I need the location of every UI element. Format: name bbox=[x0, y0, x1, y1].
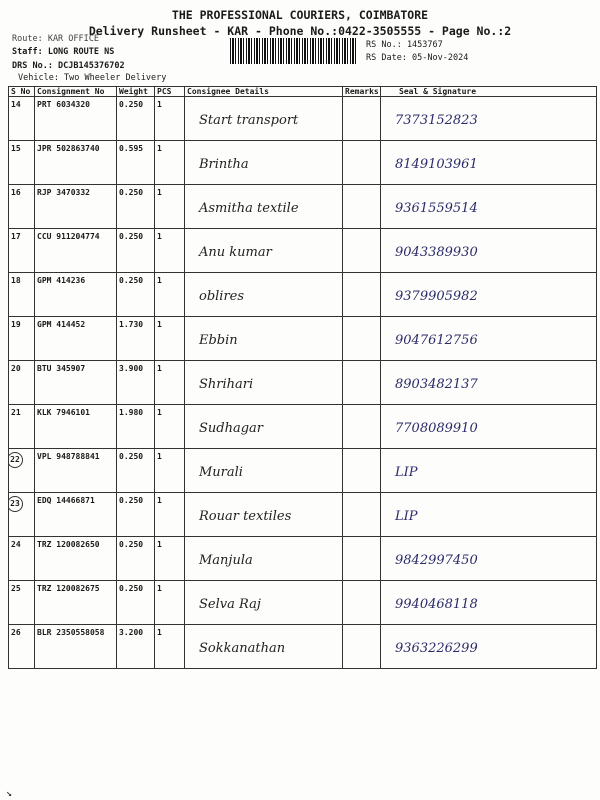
consignee-cell: Sokkanathan bbox=[185, 625, 343, 669]
runsheet-table bbox=[8, 86, 597, 669]
table-row bbox=[9, 493, 597, 537]
sno-cell: 15 bbox=[9, 141, 35, 185]
consignee-cell: Rouar textiles bbox=[185, 493, 343, 537]
signature-cell: 7708089910 bbox=[381, 405, 597, 449]
signature-cell: 9363226299 bbox=[381, 625, 597, 669]
sno-cell: 14 bbox=[9, 97, 35, 141]
col-pcs: PCS bbox=[155, 87, 185, 97]
pcs-cell: 1 bbox=[155, 317, 185, 361]
remarks-cell bbox=[343, 317, 381, 361]
sno-cell: 16 bbox=[9, 185, 35, 229]
signature-cell: LIP bbox=[381, 449, 597, 493]
table-row bbox=[9, 537, 597, 581]
signature-cell: 9379905982 bbox=[381, 273, 597, 317]
pcs-cell: 1 bbox=[155, 405, 185, 449]
weight-cell: 0.250 bbox=[117, 493, 155, 537]
signature-cell: 9842997450 bbox=[381, 537, 597, 581]
table-row bbox=[9, 405, 597, 449]
table-header-row bbox=[9, 87, 597, 97]
signature-cell: 9361559514 bbox=[381, 185, 597, 229]
pcs-cell: 1 bbox=[155, 141, 185, 185]
consignment-cell: EDQ 14466871 bbox=[35, 493, 117, 537]
table-row bbox=[9, 97, 597, 141]
pcs-cell: 1 bbox=[155, 493, 185, 537]
sno-cell: 17 bbox=[9, 229, 35, 273]
sno-cell: 18 bbox=[9, 273, 35, 317]
table-row bbox=[9, 449, 597, 493]
consignment-cell: BTU 345907 bbox=[35, 361, 117, 405]
consignee-cell: Manjula bbox=[185, 537, 343, 581]
signature-cell: 9047612756 bbox=[381, 317, 597, 361]
col-consignee: Consignee Details bbox=[185, 87, 343, 97]
consignment-cell: RJP 3470332 bbox=[35, 185, 117, 229]
pcs-cell: 1 bbox=[155, 625, 185, 669]
consignment-cell: BLR 2350558058 bbox=[35, 625, 117, 669]
consignee-cell: Murali bbox=[185, 449, 343, 493]
consignee-cell: oblires bbox=[185, 273, 343, 317]
consignment-cell: TRZ 120082675 bbox=[35, 581, 117, 625]
pcs-cell: 1 bbox=[155, 273, 185, 317]
pcs-cell: 1 bbox=[155, 229, 185, 273]
sno-cell: 20 bbox=[9, 361, 35, 405]
sno-cell bbox=[9, 493, 35, 537]
consignee-cell: Sudhagar bbox=[185, 405, 343, 449]
consignment-cell: JPR 502863740 bbox=[35, 141, 117, 185]
consignee-cell: Shrihari bbox=[185, 361, 343, 405]
remarks-cell bbox=[343, 625, 381, 669]
company-title: THE PROFESSIONAL COURIERS, COIMBATORE bbox=[171, 8, 429, 22]
signature-cell: 9043389930 bbox=[381, 229, 597, 273]
rs-date: RS Date: 05-Nov-2024 bbox=[366, 53, 469, 63]
col-signature: Seal & Signature bbox=[381, 87, 597, 97]
weight-cell: 0.250 bbox=[117, 97, 155, 141]
pcs-cell: 1 bbox=[155, 97, 185, 141]
table-row bbox=[9, 229, 597, 273]
signature-cell: 8149103961 bbox=[381, 141, 597, 185]
remarks-cell bbox=[343, 449, 381, 493]
weight-cell: 0.250 bbox=[117, 273, 155, 317]
remarks-cell bbox=[343, 493, 381, 537]
weight-cell: 0.250 bbox=[117, 449, 155, 493]
consignment-cell: GPM 414452 bbox=[35, 317, 117, 361]
pcs-cell: 1 bbox=[155, 449, 185, 493]
signature-cell: 9940468118 bbox=[381, 581, 597, 625]
staff-label: Staff: LONG ROUTE NS bbox=[12, 47, 115, 57]
weight-cell: 0.250 bbox=[117, 537, 155, 581]
circled-sno: 23 bbox=[9, 496, 24, 512]
col-remarks: Remarks bbox=[343, 87, 381, 97]
runsheet-subtitle: Delivery Runsheet - KAR - Phone No.:0422-3505555 - Page No.:2 bbox=[88, 24, 512, 38]
sno-cell: 25 bbox=[9, 581, 35, 625]
drs-number: DRS No.: DCJB145376702 bbox=[12, 61, 125, 71]
pcs-cell: 1 bbox=[155, 581, 185, 625]
table-row bbox=[9, 185, 597, 229]
consignee-cell: Ebbin bbox=[185, 317, 343, 361]
pcs-cell: 1 bbox=[155, 361, 185, 405]
weight-cell: 0.250 bbox=[117, 229, 155, 273]
table-row bbox=[9, 625, 597, 669]
pcs-cell: 1 bbox=[155, 537, 185, 581]
table-row bbox=[9, 141, 597, 185]
col-consignment: Consignment No bbox=[35, 87, 117, 97]
consignment-cell: KLK 7946101 bbox=[35, 405, 117, 449]
remarks-cell bbox=[343, 141, 381, 185]
table-row bbox=[9, 317, 597, 361]
remarks-cell bbox=[343, 361, 381, 405]
rs-number: RS No.: 1453767 bbox=[366, 40, 443, 50]
consignee-cell: Brintha bbox=[185, 141, 343, 185]
col-sno: S No bbox=[9, 87, 35, 97]
remarks-cell bbox=[343, 185, 381, 229]
corner-mark: ↘ bbox=[6, 788, 13, 799]
weight-cell: 0.250 bbox=[117, 185, 155, 229]
weight-cell: 0.595 bbox=[117, 141, 155, 185]
consignee-cell: Selva Raj bbox=[185, 581, 343, 625]
weight-cell: 0.250 bbox=[117, 581, 155, 625]
signature-cell: LIP bbox=[381, 493, 597, 537]
consignee-cell: Anu kumar bbox=[185, 229, 343, 273]
signature-cell: 8903482137 bbox=[381, 361, 597, 405]
sno-cell: 26 bbox=[9, 625, 35, 669]
col-weight: Weight bbox=[117, 87, 155, 97]
remarks-cell bbox=[343, 97, 381, 141]
circled-sno: 22 bbox=[9, 452, 24, 468]
table-row bbox=[9, 581, 597, 625]
barcode-image bbox=[230, 38, 358, 64]
sno-cell: 24 bbox=[9, 537, 35, 581]
remarks-cell bbox=[343, 537, 381, 581]
consignee-cell: Start transport bbox=[185, 97, 343, 141]
remarks-cell bbox=[343, 405, 381, 449]
consignment-cell: VPL 948788841 bbox=[35, 449, 117, 493]
consignment-cell: TRZ 120082650 bbox=[35, 537, 117, 581]
remarks-cell bbox=[343, 581, 381, 625]
pcs-cell: 1 bbox=[155, 185, 185, 229]
consignee-cell: Asmitha textile bbox=[185, 185, 343, 229]
table-row bbox=[9, 273, 597, 317]
consignment-cell: PRT 6034320 bbox=[35, 97, 117, 141]
sno-cell: 19 bbox=[9, 317, 35, 361]
weight-cell: 3.200 bbox=[117, 625, 155, 669]
table-row bbox=[9, 361, 597, 405]
signature-cell: 7373152823 bbox=[381, 97, 597, 141]
weight-cell: 3.900 bbox=[117, 361, 155, 405]
sno-cell: 21 bbox=[9, 405, 35, 449]
consignment-cell: CCU 911204774 bbox=[35, 229, 117, 273]
route-label: Route: KAR OFFICE bbox=[12, 34, 99, 44]
remarks-cell bbox=[343, 229, 381, 273]
weight-cell: 1.730 bbox=[117, 317, 155, 361]
vehicle-label: Vehicle: Two Wheeler Delivery bbox=[18, 73, 167, 83]
consignment-cell: GPM 414236 bbox=[35, 273, 117, 317]
sno-cell bbox=[9, 449, 35, 493]
weight-cell: 1.980 bbox=[117, 405, 155, 449]
remarks-cell bbox=[343, 273, 381, 317]
